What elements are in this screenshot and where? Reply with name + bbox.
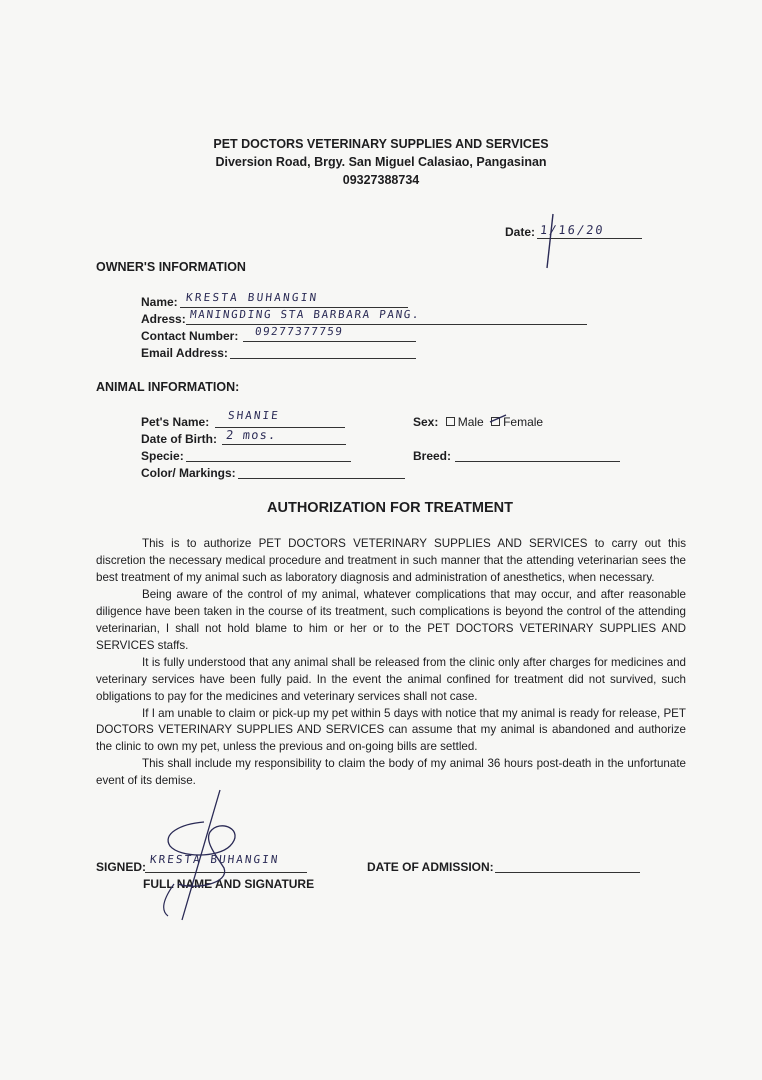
owner-name-value: KRESTA BUHANGIN [185,291,320,304]
authorization-paragraph: This is to authorize PET DOCTORS VETERINARY SUPPLIES AND SERVICES to carry out this discretion the necessary medical procedure and treatment in such manner that the attending veterinarian sees the best treatment of my animal such as laboratory diagnosis and administration of anesthetics, when necessary. [96,537,686,584]
specie-line [186,461,351,462]
authorization-paragraph: It is fully understood that any animal shall be released from the clinic only after charges for medicines and veterinary services have been fully paid. In the event the animal confined for treatment did not survived, such obligations to pay for the medicines and veterinary services shall not case. [96,655,686,703]
female-check-mark [490,414,508,426]
owner-address-value: MANINGDING STA BARBARA PANG. [189,308,421,321]
specie-label: Specie: [141,449,184,463]
dob-line [222,444,346,445]
authorization-paragraph: This shall include my responsibility to claim the body of my animal 36 hours post-death in the unfortunate event of its demise. [96,757,686,788]
sex-field [413,415,543,429]
authorization-title: AUTHORIZATION FOR TREATMENT [267,500,513,516]
color-markings-label: Color/ Markings: [141,466,236,480]
animal-info-heading: ANIMAL INFORMATION: [96,380,240,394]
pet-name-value: SHANIE [227,409,281,422]
company-phone: 09327388734 [342,173,420,187]
authorization-paragraph: If I am unable to claim or pick-up my pet within 5 days with notice that my animal is ready for release, PET DOCTORS VETERINARY SUPPLIES AND SERVICES can assume that my animal is abandoned and authorize the clinic to own my pet, unless the previous and on-going bills are settled. [96,706,686,754]
date-label: Date: [505,225,536,239]
company-address: Diversion Road, Brgy. San Miguel Calasiao, Pangasinan [215,155,547,169]
date-value: 1/16/20 [539,223,606,237]
male-option-label: Male [457,415,484,429]
sex-label: Sex: [413,415,439,429]
handwritten-date-slash [544,212,564,272]
email-line [230,358,416,359]
authorization-body [96,536,686,790]
owner-address-line [186,324,587,325]
signed-name-value: KRESTA BUHANGIN [149,853,281,866]
company-name: PET DOCTORS VETERINARY SUPPLIES AND SERVICES [213,137,549,151]
signature-scribble [160,788,280,928]
breed-label: Breed: [413,449,452,463]
dob-label: Date of Birth: [141,432,217,446]
authorization-paragraph: Being aware of the control of my animal, whatever complications that may occur, and after reasonable diligence have been taken in the course of its treatment, such complications is beyond the control of the attending veterinarian, I shall not hold blame to him or her or to the PET DOCTORS VETERINARY SUPPLIES AND SERVICES staffs. [96,587,686,652]
email-label: Email Address: [141,346,228,360]
color-markings-line [238,478,405,479]
owner-address-label: Adress: [141,312,186,326]
contact-number-value: 09277377759 [254,325,344,338]
female-option-label: Female [503,415,544,429]
pet-name-label: Pet's Name: [141,415,210,429]
contact-number-label: Contact Number: [141,329,239,343]
owner-info-heading: OWNER'S INFORMATION [96,260,246,274]
female-checkbox[interactable] [491,417,500,426]
dob-value: 2 mos. [225,428,278,442]
date-of-admission-label: DATE OF ADMISSION: [367,860,494,874]
contact-number-line [243,341,416,342]
full-name-signature-label: FULL NAME AND SIGNATURE [143,877,315,891]
male-checkbox[interactable] [446,417,455,426]
breed-line [455,461,620,462]
signed-label: SIGNED: [96,860,147,874]
owner-name-label: Name: [141,295,178,309]
date-of-admission-line [495,872,640,873]
